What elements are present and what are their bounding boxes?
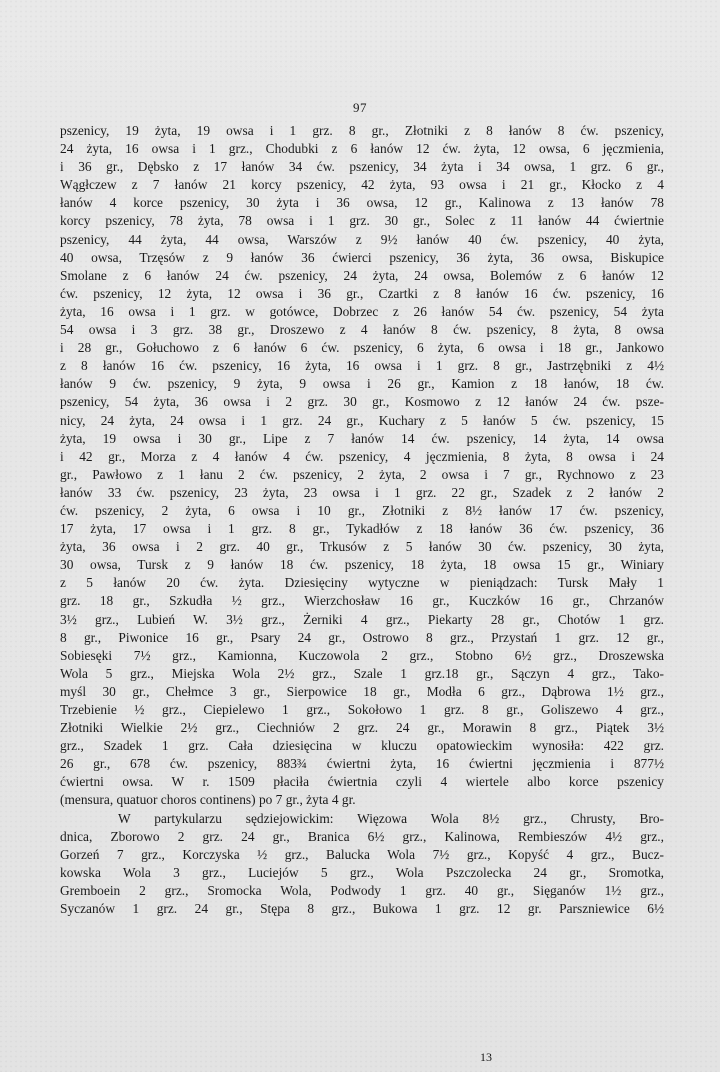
text-line: 3½ grz., Lubień W. 3½ grz., Żerniki 4 grz., Piekarty 28 gr., Chotów 1 grz.: [60, 611, 664, 627]
text-line: żyta, 16 owsa i 1 grz. w gotówce, Dobrzec z 26 łanów 54 ćw. pszenicy, 54 żyta: [60, 303, 664, 319]
text-line: z 5 łanów 20 ćw. żyta. Dziesięciny wytyczne w pieniądzach: Tursk Mały 1: [60, 575, 664, 591]
text-line: żyta, 36 owsa i 2 grz. 40 gr., Trkusów z 5 łanów 30 ćw. pszenicy, 30 żyta,: [60, 539, 664, 555]
text-line: Syczanów 1 grz. 24 gr., Stępa 8 grz., Bukowa 1 grz. 12 gr. Parszniewice 6½: [60, 901, 664, 917]
text-line: 8 gr., Piwonice 16 gr., Psary 24 gr., Ostrowo 8 grz., Przystań 1 grz. 12 gr.,: [60, 629, 664, 645]
text-line: 40 owsa, Trzęsów z 9 łanów 36 ćwierci pszenicy, 36 żyta, 36 owsa, Biskupice: [60, 249, 664, 265]
text-line: i 36 gr., Dębsko z 17 łanów 34 ćw. pszenicy, 34 żyta i 34 owsa, 1 grz. 6 gr.,: [60, 159, 664, 175]
text-line: pszenicy, 19 żyta, 19 owsa i 1 grz. 8 gr., Złotniki z 8 łanów 8 ćw. pszenicy,: [60, 123, 664, 138]
text-line: ćwiertni owsa. W r. 1509 płaciła ćwiertnia czyli 4 wiertele albo korce pszenicy: [60, 774, 664, 790]
text-line: pszenicy, 54 żyta, 36 owsa i 2 grz. 30 gr., Kosmowo z 12 łanów 24 ćw. psze-: [60, 394, 664, 410]
text-line: ćw. pszenicy, 2 żyta, 6 owsa i 10 gr., Złotniki z 8½ łanów 17 ćw. pszenicy,: [60, 502, 664, 518]
text-line: Sobiesęki 7½ grz., Kamionna, Kuczowola 2 grz., Stobno 6½ grz., Droszewska: [60, 647, 664, 663]
text-line: pszenicy, 44 żyta, 44 owsa, Warszów z 9½ łanów 40 ćw. pszenicy, 40 żyta,: [60, 231, 664, 247]
text-line: 30 owsa, Tursk z 9 łanów 18 ćw. pszenicy, 18 żyta, 18 owsa 15 gr., Winiary: [60, 557, 664, 573]
text-line: 24 żyta, 16 owsa i 1 grz., Chodubki z 6 łanów 12 ćw. żyta, 12 owsa, 6 jęczmienia,: [60, 141, 664, 157]
text-line: i 42 gr., Morza z 4 łanów 4 ćw. pszenicy, 4 jęczmienia, 8 żyta, 8 owsa i 24: [60, 448, 664, 464]
text-line: Wągłczew z 7 łanów 21 korcy pszenicy, 42 żyta, 93 owsa i 21 gr., Kłocko z 4: [60, 177, 664, 193]
text-line: dnica, Zborowo 2 grz. 24 gr., Branica 6½ grz., Kalinowa, Rembieszów 4½ grz.,: [60, 828, 664, 844]
text-line: gr., Pawłowo z 1 łanu 2 ćw. pszenicy, 2 żyta, 2 owsa i 7 gr., Rychnowo z 23: [60, 466, 664, 482]
text-line: łanów 9 ćw. pszenicy, 9 żyta, 9 owsa i 26 gr., Kamion z 18 łanów, 18 ćw.: [60, 376, 664, 392]
text-line: Trzebienie ½ grz., Ciepielewo 1 grz., Sokołowo 1 grz. 8 gr., Goliszewo 4 grz.,: [60, 702, 664, 717]
text-line: łanów 33 ćw. pszenicy, 23 żyta, 23 owsa i 1 grz. 22 gr., Szadek z 2 łanów 2: [60, 484, 664, 500]
text-line: z 8 łanów 16 ćw. pszenicy, 16 żyta, 16 owsa i 1 grz. 8 gr., Jastrzębniki z 4½: [60, 358, 664, 374]
text-line: korcy pszenicy, 78 żyta, 78 owsa i 1 grz. 30 gr., Solec z 11 łanów 44 ćwiertnie: [60, 213, 664, 229]
text-line: kowska Wola 3 grz., Luciejów 5 grz., Wola Pszczolecka 24 gr., Sromotka,: [60, 864, 664, 880]
text-line: żyta, 19 owsa i 30 gr., Lipe z 7 łanów 14 ćw. pszenicy, 14 żyta, 14 owsa: [60, 430, 664, 446]
text-line: Złotniki Wielkie 2½ grz., Ciechniów 2 grz. 24 gr., Morawin 8 grz., Piątek 3½: [60, 720, 664, 736]
text-line: 26 gr., 678 ćw. pszenicy, 883¾ ćwiertni żyta, 16 ćwiertni jęczmienia i 877½: [60, 756, 664, 772]
text-line: (mensura, quatuor choros continens) po 7 gr., żyta 4 gr.: [60, 792, 356, 808]
text-line: W partykularzu sędziejowickim: Więzowa Wola 8½ grz., Chrusty, Bro-: [118, 810, 664, 826]
text-line: 54 owsa i 3 grz. 38 gr., Droszewo z 4 łanów 8 ćw. pszenicy, 8 żyta, 8 owsa: [60, 322, 664, 338]
text-line: Gorzeń 7 grz., Korczyska ½ grz., Balucka Wola 7½ grz., Kopyść 4 grz., Bucz-: [60, 846, 664, 862]
body-text: [60, 122, 664, 918]
text-line: grz., Szadek 1 grz. Cała dziesięcina w kluczu opatowieckim wynosiła: 422 grz.: [60, 738, 664, 754]
text-line: 17 żyta, 17 owsa i 1 grz. 8 gr., Tykadłów z 18 łanów 36 ćw. pszenicy, 36: [60, 521, 664, 537]
text-line: łanów 4 korce pszenicy, 30 żyta i 36 owsa, 12 gr., Kalinowa z 13 łanów 78: [60, 195, 664, 211]
text-line: i 28 gr., Gołuchowo z 6 łanów 6 ćw. pszenicy, 6 żyta, 6 owsa i 18 gr., Jankowo: [60, 340, 664, 356]
text-line: myśl 30 gr., Chełmce 3 gr., Sierpowice 18 gr., Modła 6 grz., Dąbrowa 1½ grz.,: [60, 683, 664, 699]
text-line: Gremboein 2 grz., Sromocka Wola, Podwody 1 grz. 40 gr., Sięganów 1½ grz.,: [60, 882, 664, 898]
page-number: 97: [353, 100, 367, 115]
text-line: Wola 5 grz., Miejska Wola 2½ grz., Szale 1 grz.18 gr., Sączyn 4 grz., Tako-: [60, 665, 664, 681]
signature-mark: 13: [480, 1050, 492, 1064]
text-line: Smolane z 6 łanów 24 ćw. pszenicy, 24 żyta, 24 owsa, Bolemów z 6 łanów 12: [60, 267, 664, 283]
text-line: ćw. pszenicy, 12 żyta, 12 owsa i 36 gr., Czartki z 8 łanów 16 ćw. pszenicy, 16: [60, 285, 664, 301]
text-line: grz. 18 gr., Szkudła ½ grz., Wierzchosław 16 gr., Kuczków 16 gr., Chrzanów: [60, 593, 664, 609]
text-line: nicy, 24 żyta, 24 owsa i 1 grz. 24 gr., Kuchary z 5 łanów 5 ćw. pszenicy, 15: [60, 412, 664, 428]
